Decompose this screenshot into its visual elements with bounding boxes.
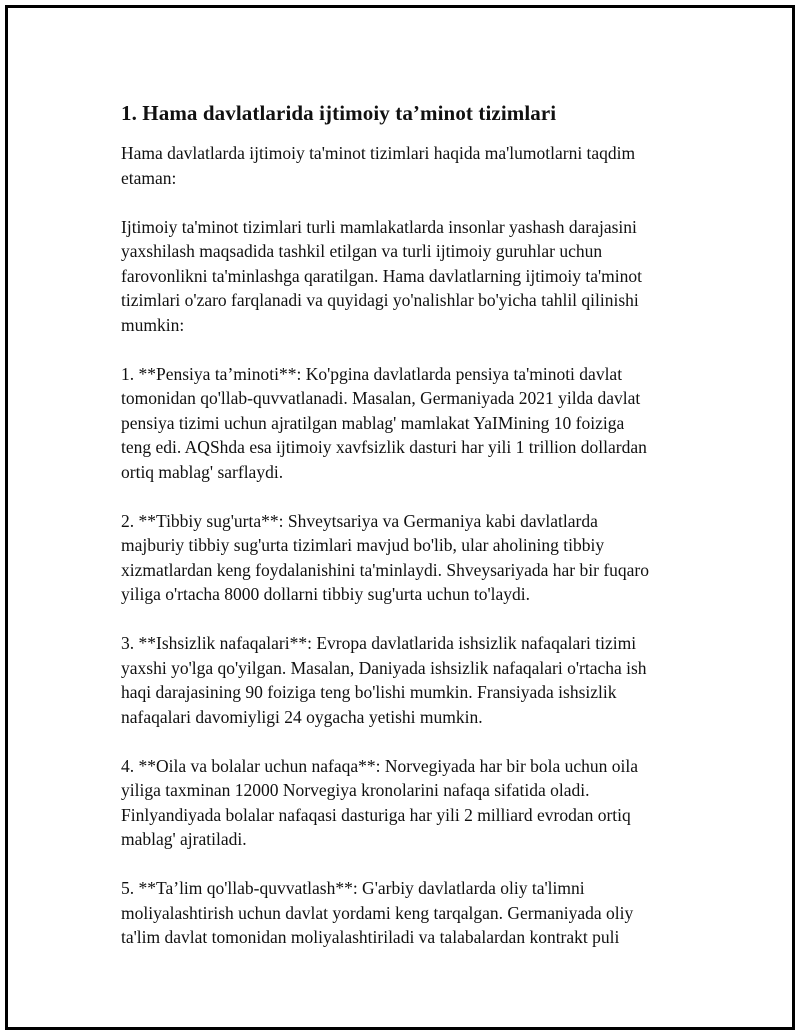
document-body [121, 98, 711, 950]
overview-paragraph: Ijtimoiy ta'minot tizimlari turli mamlakatlarda insonlar yashash darajasini yaxshilash maqsadida tashkil etilgan va turli ijtimoiy guruhlar uchun farovonlikni ta'minlashga qaratilgan. Hama davlatlarning ijtimoiy ta'minot tizimlari o'zaro farqlanadi va quyidagi yo'nalishlar bo'yicha tahlil qilinishi mumkin: [121, 216, 642, 335]
document-title: 1. Hama davlatlarida ijtimoiy ta’minot tizimlari [121, 101, 557, 125]
intro-paragraph: Hama davlatlarda ijtimoiy ta'minot tizimlari haqida ma'lumotlarni taqdim etaman: [121, 143, 636, 188]
unemployment-benefits-paragraph: 3. **Ishsizlik nafaqalari**: Evropa davlatlarida ishsizlik nafaqalari tizimi yaxshi yo'lga qo'yilgan. Masalan, Daniyada ishsizlik nafaqalari o'rtacha ish haqi darajasining 90 foiziga teng bo'lishi mumkin. Fransiyada ishsizlik nafaqalari davomiyligi 24 oygacha yetishi mumkin. [121, 633, 647, 727]
family-benefits-paragraph: 4. **Oila va bolalar uchun nafaqa**: Norvegiyada har bir bola uchun oila yiliga taxminan 12000 Norvegiya kronolarini nafaqa sifatida oladi. Finlyandiyada bolalar nafaqasi dasturiga har yili 2 milliard evrodan ortiq mablag' ajratiladi. [121, 755, 639, 849]
page-frame [5, 5, 795, 1030]
health-insurance-paragraph: 2. **Tibbiy sug'urta**: Shveytsariya va Germaniya kabi davlatlarda majburiy tibbiy sug'urta tizimlari mavjud bo'lib, ular aholining tibbiy xizmatlardan keng foydalanishini ta'minlaydi. Shveysariyada har bir fuqaro yiliga o'rtacha 8000 dollarni tibbiy sug'urta uchun to'laydi. [121, 510, 649, 604]
education-support-paragraph: 5. **Ta’lim qo'llab-quvvatlash**: G'arbiy davlatlarda oliy ta'limni moliyalashtirish uchun davlat yordami keng tarqalgan. Germaniyada oliy ta'lim davlat tomonidan moliyalashtiriladi va talabalardan kontrakt puli [121, 878, 634, 947]
pension-paragraph: 1. **Pensiya ta’minoti**: Ko'pgina davlatlarda pensiya ta'minoti davlat tomonidan qo'llab-quvvatlanadi. Masalan, Germaniyada 2021 yilda davlat pensiya tizimi uchun ajratilgan mablag' mamlakat YaIMining 10 foiziga teng edi. AQShda esa ijtimoiy xavfsizlik dasturi har yili 1 trillion dollardan ortiq mablag' sarflaydi. [121, 363, 647, 482]
